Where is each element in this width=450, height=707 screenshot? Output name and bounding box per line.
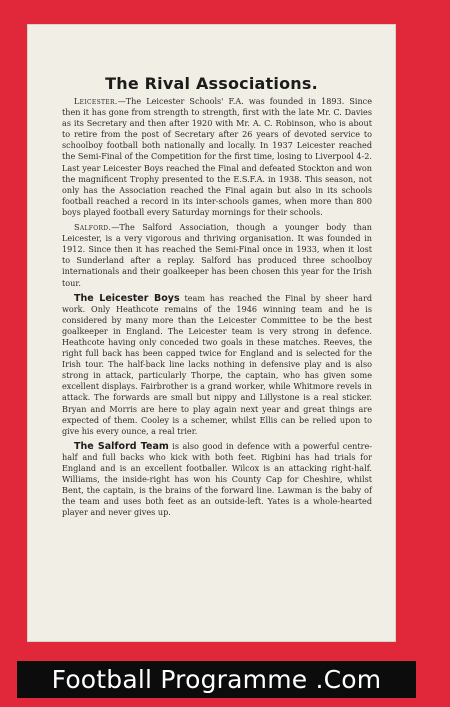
salford-team-heading: The Salford Team: [74, 440, 169, 452]
salford-team-text: is also good in defence with a powerful centre-half and full backs who kick with both feet. Rigbini has had trials for England and is an excellent footballer. Wilcox is an attacking right-half. Williams, the inside-right has won his County Cap for Cheshire, whilst Bent, the captain, is the brains of the forward line. Lawman is the baby of the team and uses both feet as an outside-left. Yates is a whole-hearted player and never gives up.: [62, 440, 372, 518]
leicester-text: —The Leicester Schools' F.A. was founded in 1893. Since then it has gone from strength to strength, first with the late Mr. C. Davies as its Secretary and then after 1920 with Mr. A. C. Robinson, who is about to retire from the post of Secretary after 26 years of devoted service to schoolboy football both nationally and locally. In 1937 Leicester reached the Semi-Final of the Competition for the first time, losing to Liverpool 4-2. Last year Leicester Boys reached the Final and defeated Stockton and won the magnificent Trophy presented to the E.S.F.A. in 1938. This season, not only has the Association reached the Final again but also in its schools football reached a record in its inter-schools games, when more than 800 boys played football every Saturday mornings for their schools.: [62, 96, 372, 217]
salford-text: —The Salford Association, though a younger body than Leicester, is a very vigorous and thriving organisation. It was founded in 1912. Since then it has reached the Semi-Final once in 1933, when it lost to Sunderland after a replay. Salford has produced three schoolboy internationals and their goalkeeper has been chosen this year for the Irish tour.: [62, 222, 372, 288]
leicester-boys-text: team has reached the Final by sheer hard work. Only Heathcote remains of the 1946 winning team and he is considered by many more than the Leicester Committee to be the best goalkeeper in England. The Leicester team is very strong in defence. Heathcote having only conceded two goals in these matches. Reeves, the right full back has been capped twice for England and is selected for the Irish tour. The half-back line lacks nothing in defensive play and is also strong in attack, particularly Thorpe, the captain, who has given some excellent displays. Fairbrother is a grand worker, while Whitmore revels in attack. The forwards are small but nippy and Lillystone is a real sticker. Bryan and Morris are here to play again next year and great things are expected of them. Cooley is a schemer, whilst Ellis can be relied upon to give his every ounce, a real trier.: [62, 292, 372, 436]
article-title: The Rival Associations.: [105, 74, 318, 93]
site-banner: [17, 661, 416, 698]
leicester-boys-heading: The Leicester Boys: [74, 292, 180, 304]
article-body: [62, 96, 372, 522]
leicester-lead: Leicester.: [74, 96, 118, 106]
banner-text: Football Programme .Com: [51, 665, 382, 694]
paragraph-leicester: [62, 96, 372, 218]
paragraph-salford: [62, 222, 372, 289]
programme-page: [27, 24, 396, 642]
paragraph-salford-team: [62, 441, 372, 519]
salford-lead: Salford.: [74, 222, 112, 233]
paragraph-leicester-boys: [62, 293, 372, 437]
